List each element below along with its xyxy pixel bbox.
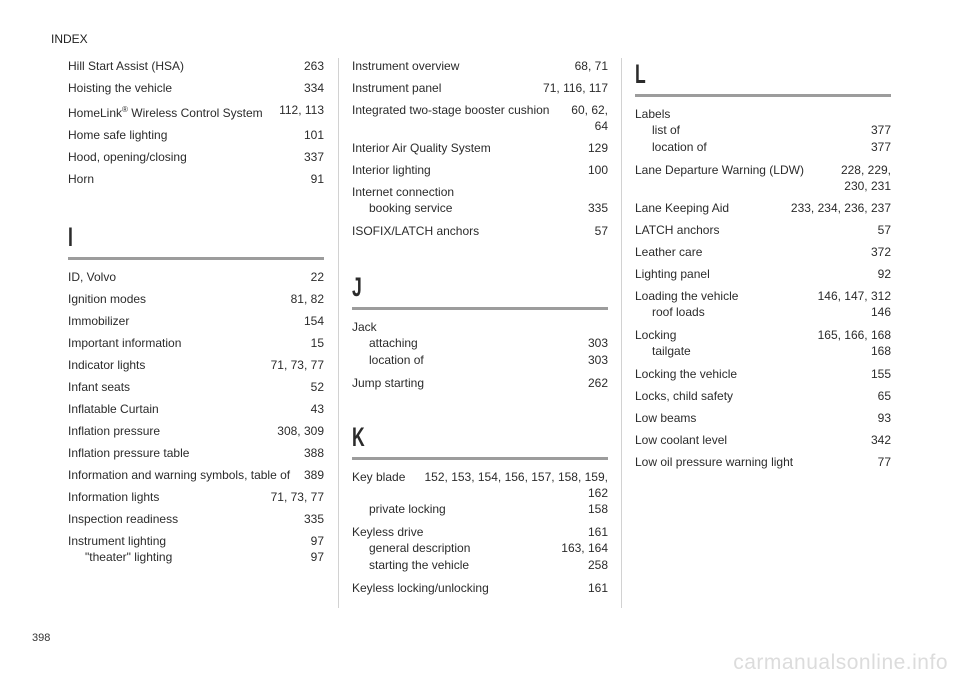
page-header: INDEX xyxy=(51,32,88,46)
index-column-2 xyxy=(352,58,608,596)
section-letter-i: I xyxy=(68,222,73,252)
index-entry: Keyless locking/unlocking 161 xyxy=(352,581,608,595)
section-letter-k: K xyxy=(352,422,365,452)
index-entry: Inflatable Curtain 43 xyxy=(68,402,324,416)
section-rule xyxy=(635,94,891,97)
index-subentry: starting the vehicle 258 xyxy=(369,558,608,572)
index-entry: Information lights 71, 73, 77 xyxy=(68,490,324,504)
index-subentry: general description 163, 164 xyxy=(369,541,608,555)
index-entry: Locks, child safety 65 xyxy=(635,389,891,403)
index-entry: Horn 91 xyxy=(68,172,324,186)
index-entry: Low beams 93 xyxy=(635,411,891,425)
index-entry: Interior lighting 100 xyxy=(352,163,608,177)
column-divider xyxy=(621,58,622,608)
index-entry: Home safe lighting 101 xyxy=(68,128,324,142)
index-entry: Hood, opening/closing 337 xyxy=(68,150,324,164)
section-letter-l: L xyxy=(635,59,646,89)
index-entry: Low oil pressure warning light 77 xyxy=(635,455,891,469)
index-entry: Keyless drive 161 xyxy=(352,525,608,539)
index-entry: Labels xyxy=(635,107,671,121)
index-entry: LATCH anchors 57 xyxy=(635,223,891,237)
index-entry: ID, Volvo 22 xyxy=(68,270,324,284)
index-entry: Internet connection xyxy=(352,185,455,199)
index-entry: Instrument panel 71, 116, 117 xyxy=(352,81,608,95)
index-entry: Leather care 372 xyxy=(635,245,891,259)
index-subentry: booking service 335 xyxy=(369,201,608,215)
index-entry: Immobilizer 154 xyxy=(68,314,324,328)
section-rule xyxy=(352,307,608,310)
index-entry: Integrated two-stage booster cushion 60, 62, 64 xyxy=(352,103,608,133)
index-entry: Information and warning symbols, table of 389 xyxy=(68,468,324,482)
index-entry: Hill Start Assist (HSA) 263 xyxy=(68,59,324,73)
section-rule xyxy=(352,457,608,460)
index-subentry: location of 303 xyxy=(369,353,608,367)
index-entry: Infant seats 52 xyxy=(68,380,324,394)
section-rule xyxy=(68,257,324,260)
index-entry: Hoisting the vehicle 334 xyxy=(68,81,324,95)
index-subentry: attaching 303 xyxy=(369,336,608,350)
index-entry: Locking 165, 166, 168 xyxy=(635,328,891,342)
index-entry: Jack xyxy=(352,320,377,334)
index-subentry: tailgate 168 xyxy=(652,344,891,358)
watermark: carmanualsonline.info xyxy=(733,651,948,674)
index-entry: Low coolant level 342 xyxy=(635,433,891,447)
index-entry: Inflation pressure table 388 xyxy=(68,446,324,460)
column-divider xyxy=(338,58,339,608)
index-entry: Key blade 152, 153, 154, 156, 157, 158, 159, 162 xyxy=(352,470,608,500)
index-subentry: roof loads 146 xyxy=(652,305,891,319)
index-entry: HomeLink® Wireless Control System 112, 113 xyxy=(68,103,324,120)
index-entry: Locking the vehicle 155 xyxy=(635,367,891,381)
index-entry: Lane Keeping Aid 233, 234, 236, 237 xyxy=(635,201,891,215)
index-subentry: location of 377 xyxy=(652,140,891,154)
index-entry: Instrument overview 68, 71 xyxy=(352,59,608,73)
index-subentry: private locking 158 xyxy=(369,502,608,516)
index-entry: Interior Air Quality System 129 xyxy=(352,141,608,155)
index-entry: Ignition modes 81, 82 xyxy=(68,292,324,306)
index-entry: Loading the vehicle 146, 147, 312 xyxy=(635,289,891,303)
index-column-1 xyxy=(68,58,324,566)
index-subentry: "theater" lighting 97 xyxy=(85,550,324,564)
index-entry: ISOFIX/LATCH anchors 57 xyxy=(352,224,608,238)
index-entry: Inspection readiness 335 xyxy=(68,512,324,526)
index-entry: Indicator lights 71, 73, 77 xyxy=(68,358,324,372)
index-entry: Instrument lighting 97 xyxy=(68,534,324,548)
index-entry: Important information 15 xyxy=(68,336,324,350)
page-number: 398 xyxy=(32,632,51,644)
index-entry: Inflation pressure 308, 309 xyxy=(68,424,324,438)
index-column-3 xyxy=(635,58,891,470)
index-entry: Lane Departure Warning (LDW) 228, 229, 230, 231 xyxy=(635,163,891,193)
index-entry: Lighting panel 92 xyxy=(635,267,891,281)
section-letter-j: J xyxy=(352,272,362,302)
index-entry: Jump starting 262 xyxy=(352,376,608,390)
index-subentry: list of 377 xyxy=(652,123,891,137)
